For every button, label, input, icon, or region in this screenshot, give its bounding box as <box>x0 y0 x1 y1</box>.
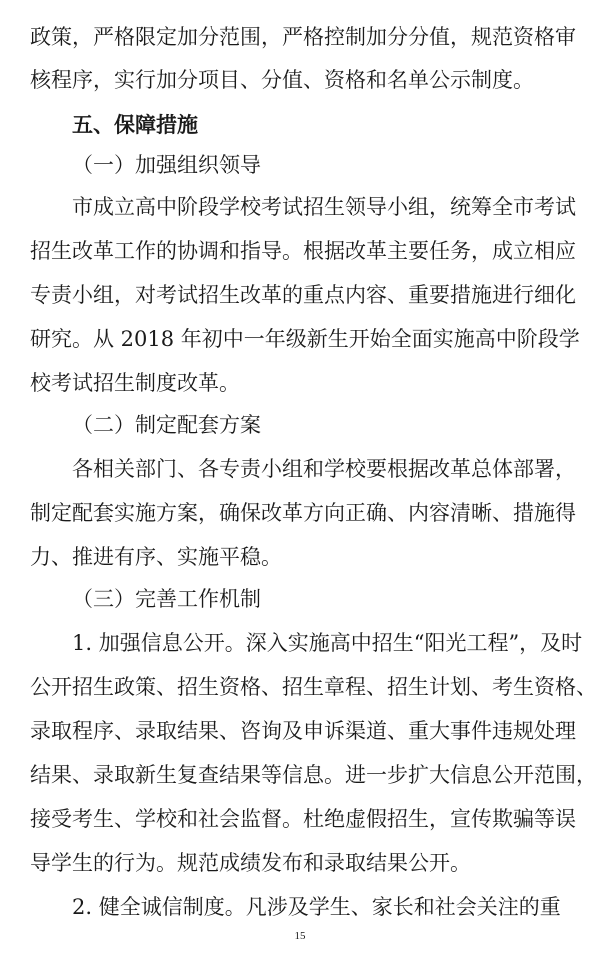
page-number: 15 <box>294 930 306 942</box>
text-line-21: 2. 健全诚信制度。凡涉及学生、家长和社会关注的重 <box>72 895 561 919</box>
text-line-16: 公开招生政策、招生资格、招生章程、招生计划、考生资格、 <box>30 675 597 699</box>
section-heading-5: 五、保障措施 <box>72 113 198 137</box>
text-line-17: 录取程序、录取结果、咨询及申诉渠道、重大事件违规处理 <box>30 719 576 743</box>
subsection-heading-1: （一）加强组织领导 <box>72 153 261 177</box>
text-line-20: 导学生的行为。规范成绩发布和录取结果公开。 <box>30 851 471 875</box>
text-line-5: 市成立高中阶段学校考试招生领导小组，统筹全市考试 <box>72 195 576 219</box>
text-line-2: 核程序，实行加分项目、分值、资格和名单公示制度。 <box>30 68 534 92</box>
subsection-heading-2: （二）制定配套方案 <box>72 413 261 437</box>
text-line-15: 1. 加强信息公开。深入实施高中招生“阳光工程”，及时 <box>72 631 583 655</box>
text-line-8: 研究。从 2018 年初中一年级新生开始全面实施高中阶段学 <box>30 327 580 351</box>
text-line-1: 政策，严格限定加分范围，严格控制加分分值，规范资格审 <box>30 25 576 49</box>
text-line-12: 制定配套实施方案，确保改革方向正确、内容清晰、措施得 <box>30 501 576 525</box>
text-line-13: 力、推进有序、实施平稳。 <box>30 545 282 569</box>
text-line-7: 专责小组，对考试招生改革的重点内容、重要措施进行细化 <box>30 283 576 307</box>
text-line-18: 结果、录取新生复查结果等信息。进一步扩大信息公开范围， <box>30 763 597 787</box>
text-line-6: 招生改革工作的协调和指导。根据改革主要任务，成立相应 <box>30 239 576 263</box>
subsection-heading-3: （三）完善工作机制 <box>72 587 261 611</box>
text-line-19: 接受考生、学校和社会监督。杜绝虚假招生，宣传欺骗等误 <box>30 807 576 831</box>
text-line-11: 各相关部门、各专责小组和学校要根据改革总体部署， <box>72 457 576 481</box>
text-line-9: 校考试招生制度改革。 <box>30 371 240 395</box>
